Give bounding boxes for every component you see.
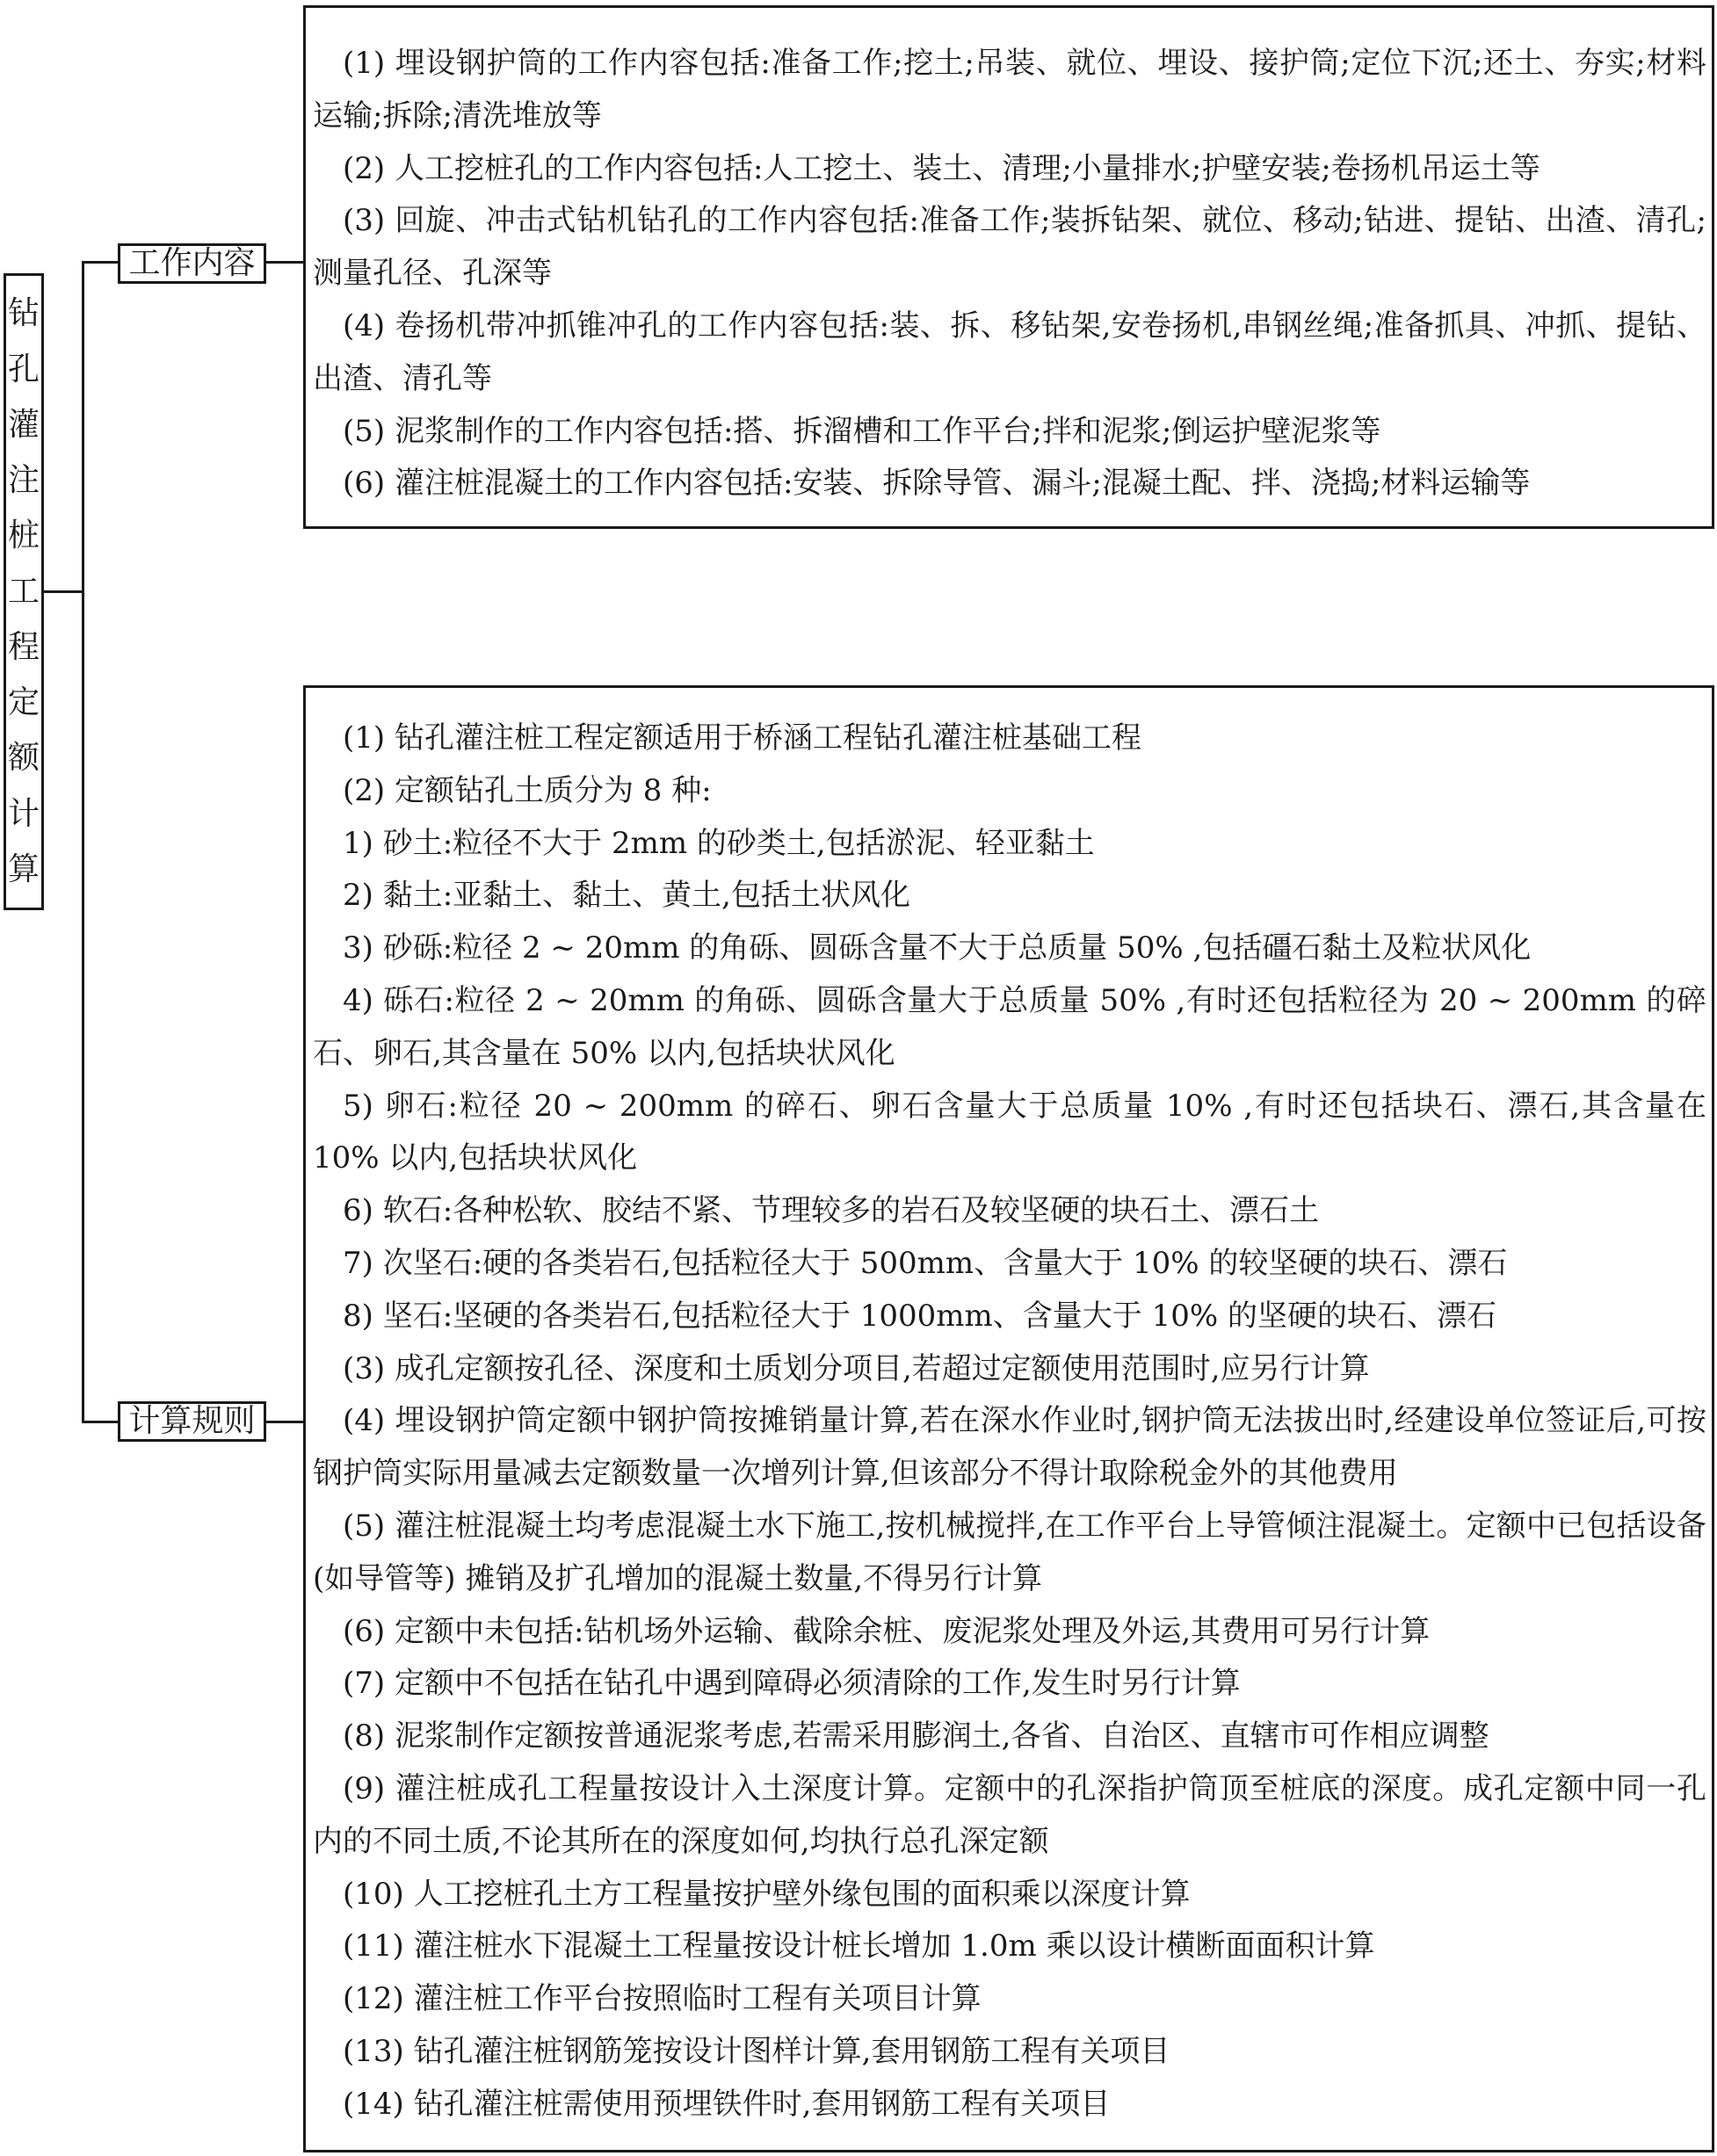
list-item: (5) 灌注桩混凝土均考虑混凝土水下施工,按机械搅拌,在工作平台上导管倾注混凝土。定额中已包括设备(如导管等) 摊销及扩孔增加的混凝土数量,不得另行计算 [313,1508,1706,1596]
list-item: 1) 砂土:粒径不大于 2mm 的砂类土,包括淤泥、轻亚黏土 [343,825,1095,861]
list-item: (14) 钻孔灌注桩需使用预埋铁件时,套用钢筋工程有关项目 [343,2086,1111,2122]
root-title-char: 算 [7,850,40,887]
branch-label-calc-rules: 计算规则 [118,1401,266,1442]
list-item: 3) 砂砾:粒径 2 ~ 20mm 的角砾、圆砾含量不大于总质量 50% ,包括礓石黏土及粒状风化 [343,930,1532,966]
root-title-char: 工 [7,573,40,610]
list-item: (11) 灌注桩水下混凝土工程量按设计桩长增加 1.0m 乘以设计横断面面积计算 [343,1928,1375,1964]
root-title-char: 孔 [7,351,40,387]
list-item: (8) 泥浆制作定额按普通泥浆考虑,若需采用膨润土,各省、自治区、直辖市可作相应调整 [343,1718,1489,1754]
list-item: (12) 灌注桩工作平台按照临时工程有关项目计算 [343,1981,982,2017]
list-item: (13) 钻孔灌注桩钢筋笼按设计图样计算,套用钢筋工程有关项目 [343,2033,1170,2069]
list-item: (9) 灌注桩成孔工程量按设计入土深度计算。定额中的孔深指护筒顶至桩底的深度。成孔定额中同一孔内的不同土质,不论其所在的深度如何,均执行总孔深定额 [313,1770,1706,1859]
branch-connector-rules [82,1421,118,1423]
list-item: 8) 坚石:坚硬的各类岩石,包括粒径大于 1000mm、含量大于 10% 的坚硬的块石、漂石 [343,1298,1496,1334]
root-title-char: 计 [7,795,40,832]
content-connector-rules [266,1421,305,1423]
list-item: 5) 卵石:粒径 20 ~ 200mm 的碎石、卵石含量大于总质量 10% ,有时还包括块石、漂石,其含量在 10% 以内,包括块状风化 [313,1088,1706,1176]
root-connector [44,590,83,593]
trunk-line [82,261,84,1422]
root-title-char: 程 [7,628,40,665]
list-item: (2) 定额钻孔土质分为 8 种: [343,772,712,808]
list-item: (1) 埋设钢护筒的工作内容包括:准备工作;挖土;吊装、就位、埋设、接护筒;定位下沉;还土、夯实;材料运输;拆除;清洗堆放等 [313,46,1706,134]
list-item: 4) 砾石:粒径 2 ~ 20mm 的角砾、圆砾含量大于总质量 50% ,有时还包括粒径为 20 ~ 200mm 的碎石、卵石,其含量在 50% 以内,包括块状风化 [313,982,1706,1071]
root-title-char: 灌 [7,406,40,443]
list-item: (5) 泥浆制作的工作内容包括:搭、拆溜槽和工作平台;拌和泥浆;倒运护壁泥浆等 [343,413,1381,449]
branch-connector-work [82,261,118,264]
root-title-char: 额 [7,740,40,777]
root-title-char: 注 [7,462,40,498]
list-item: (6) 灌注桩混凝土的工作内容包括:安装、拆除导管、漏斗;混凝土配、拌、浇捣;材料运输等 [343,466,1531,502]
list-item: (4) 卷扬机带冲抓锥冲孔的工作内容包括:装、拆、移钻架,安卷扬机,串钢丝绳;准备抓具、冲抓、提钻、出渣、清孔等 [313,307,1706,396]
branch-label-work-content: 工作内容 [118,243,266,284]
work-content-box [303,5,1714,529]
list-item: (7) 定额中不包括在钻孔中遇到障碍必须清除的工作,发生时另行计算 [343,1666,1241,1702]
list-item: (6) 定额中未包括:钻机场外运输、截除余桩、废泥浆处理及外运,其费用可另行计算 [343,1613,1431,1649]
list-item: (3) 回旋、冲击式钻机钻孔的工作内容包括:准备工作;装拆钻架、就位、移动;钻进、提钻、出渣、清孔;测量孔径、孔深等 [313,203,1706,292]
list-item: 2) 黏土:亚黏土、黏土、黄土,包括土状风化 [343,878,910,914]
calc-rules-box [303,685,1714,2152]
list-item: (3) 成孔定额按孔径、深度和土质划分项目,若超过定额使用范围时,应另行计算 [343,1350,1370,1386]
root-title-char: 定 [7,684,40,720]
list-item: 7) 次坚石:硬的各类岩石,包括粒径大于 500mm、含量大于 10% 的较坚硬的块石、漂石 [343,1245,1508,1281]
list-item: (2) 人工挖桩孔的工作内容包括:人工挖土、装土、清理;小量排水;护壁安装;卷扬机吊运土等 [343,150,1540,186]
root-title-char: 钻 [7,295,40,332]
content-connector-work [266,261,305,264]
root-node [4,273,44,910]
list-item: (4) 埋设钢护筒定额中钢护筒按摊销量计算,若在深水作业时,钢护筒无法拔出时,经建设单位签证后,可按钢护筒实际用量减去定额数量一次增列计算,但该部分不得计取除税金外的其他费用 [313,1403,1706,1492]
root-title-char: 桩 [7,517,40,554]
list-item: (10) 人工挖桩孔土方工程量按护壁外缘包围的面积乘以深度计算 [343,1876,1191,1912]
list-item: 6) 软石:各种松软、胶结不紧、节理较多的岩石及较坚硬的块石土、漂石土 [343,1193,1320,1229]
list-item: (1) 钻孔灌注桩工程定额适用于桥涵工程钻孔灌注桩基础工程 [343,720,1141,756]
